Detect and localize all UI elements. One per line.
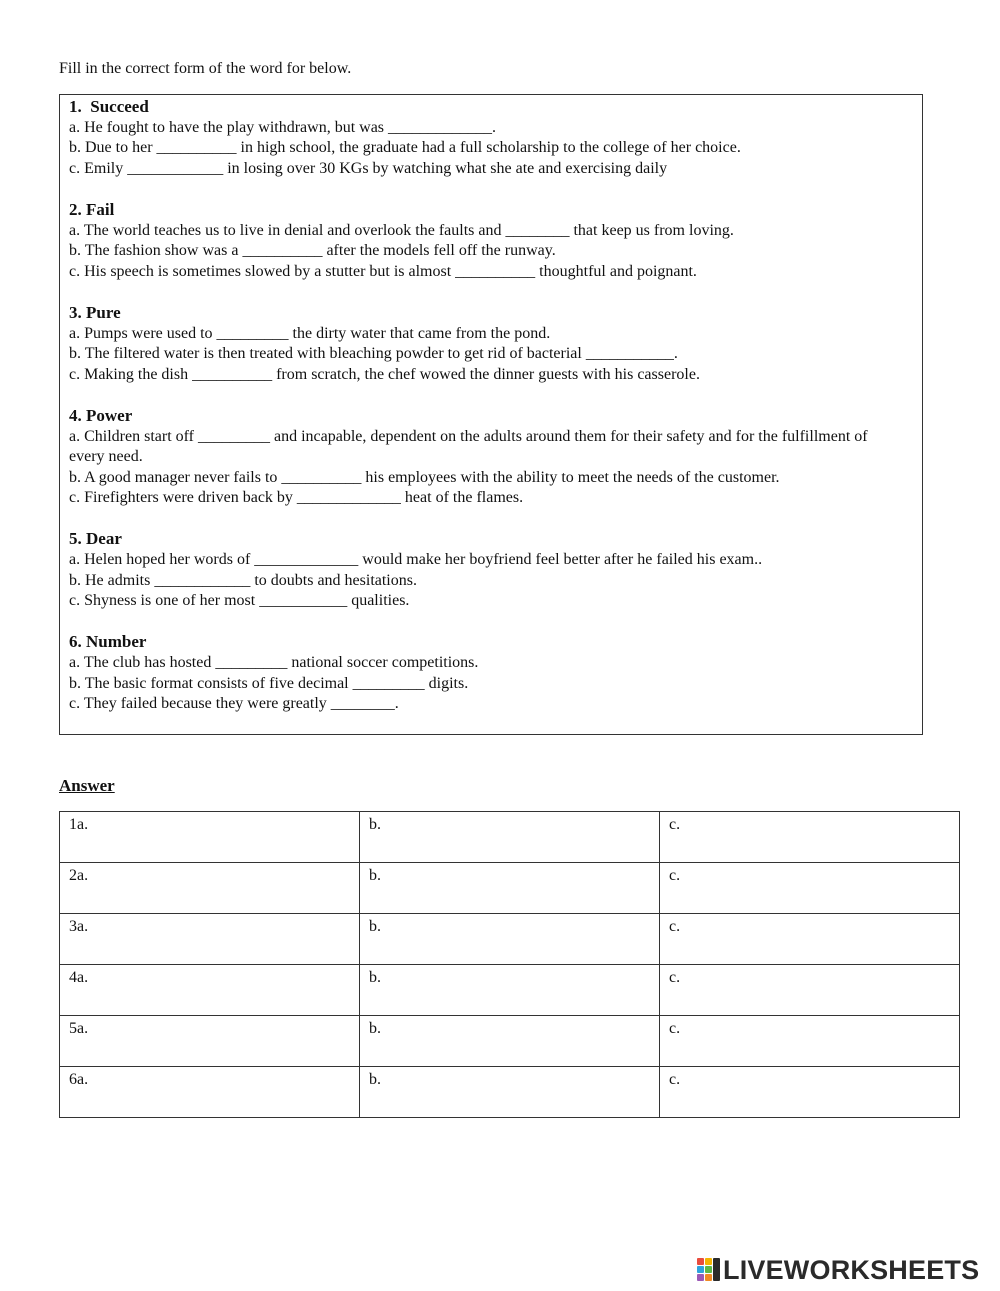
question-line: b. He admits ____________ to doubts and hesitations. xyxy=(69,571,417,589)
answer-cell[interactable]: b. xyxy=(360,1067,660,1118)
answer-cell[interactable]: b. xyxy=(360,812,660,863)
section-title: 1. Succeed xyxy=(69,97,149,116)
question-line: a. He fought to have the play withdrawn, but was _____________. xyxy=(69,118,497,136)
instruction-text: Fill in the correct form of the word for below. xyxy=(59,60,352,77)
question-line: b. The filtered water is then treated with bleaching powder to get rid of bacterial ___________. xyxy=(69,345,678,363)
question-line: c. His speech is sometimes slowed by a stutter but is almost __________ thoughtful and poignant. xyxy=(69,262,697,280)
table-row xyxy=(60,1067,960,1118)
answer-heading: Answer xyxy=(59,776,115,795)
question-line: c. They failed because they were greatly ________. xyxy=(69,695,399,713)
answer-table xyxy=(59,811,960,1118)
answer-cell[interactable]: c. xyxy=(660,1067,960,1118)
table-row xyxy=(60,812,960,863)
section-title: 5. Dear xyxy=(69,529,122,549)
table-row xyxy=(60,965,960,1016)
answer-cell[interactable]: c. xyxy=(660,863,960,914)
question-line: b. A good manager never fails to __________ his employees with the ability to meet the needs of the customer. xyxy=(69,468,780,486)
question-line: a. Pumps were used to _________ the dirty water that came from the pond. xyxy=(69,324,551,342)
question-line: c. Emily ____________ in losing over 30 KGs by watching what she ate and exercising daily xyxy=(69,159,668,177)
answer-cell[interactable]: c. xyxy=(660,812,960,863)
table-row xyxy=(60,1016,960,1067)
question-section-fail xyxy=(69,200,922,282)
question-section-succeed xyxy=(69,97,922,179)
answer-cell[interactable]: 3a. xyxy=(60,914,360,965)
section-title: 2. Fail xyxy=(69,199,115,219)
question-line: c. Making the dish __________ from scratch, the chef wowed the dinner guests with his casserole. xyxy=(69,365,700,383)
section-title: 6. Number xyxy=(69,632,147,652)
answer-cell[interactable]: b. xyxy=(360,863,660,914)
questions-box xyxy=(59,94,923,735)
answer-cell[interactable]: c. xyxy=(660,965,960,1016)
brand-logo xyxy=(697,1254,979,1286)
answer-cell[interactable]: b. xyxy=(360,965,660,1016)
question-line: a. Helen hoped her words of _____________ would make her boyfriend feel better after he failed his exam.. xyxy=(69,551,763,569)
question-line: b. Due to her __________ in high school, the graduate had a full scholarship to the college of her choice. xyxy=(69,139,741,157)
brand-name: LIVEWORKSHEETS xyxy=(723,1255,980,1285)
answer-cell[interactable]: c. xyxy=(660,914,960,965)
answer-cell[interactable]: c. xyxy=(660,1016,960,1067)
liveworksheets-logo-icon xyxy=(697,1258,721,1282)
answer-cell[interactable]: 1a. xyxy=(60,812,360,863)
question-section-number xyxy=(69,632,922,714)
question-line: a. Children start off _________ and incapable, dependent on the adults around them for their safety and for the fulfillment of every need. xyxy=(69,427,872,466)
answer-cell[interactable]: b. xyxy=(360,1016,660,1067)
table-row xyxy=(60,914,960,965)
question-line: a. The world teaches us to live in denial and overlook the faults and ________ that keep us from loving. xyxy=(69,221,734,239)
question-line: b. The fashion show was a __________ after the models fell off the runway. xyxy=(69,242,556,260)
question-line: a. The club has hosted _________ national soccer competitions. xyxy=(69,654,479,672)
answer-cell[interactable]: 6a. xyxy=(60,1067,360,1118)
question-section-power xyxy=(69,406,922,509)
question-line: c. Firefighters were driven back by _____________ heat of the flames. xyxy=(69,489,524,507)
answer-cell[interactable]: 5a. xyxy=(60,1016,360,1067)
answer-cell[interactable]: 2a. xyxy=(60,863,360,914)
table-row xyxy=(60,863,960,914)
question-section-dear xyxy=(69,529,922,611)
question-line: b. The basic format consists of five decimal _________ digits. xyxy=(69,674,469,692)
question-section-pure xyxy=(69,303,922,385)
question-line: c. Shyness is one of her most ___________ qualities. xyxy=(69,592,410,610)
section-title: 4. Power xyxy=(69,405,133,425)
answer-cell[interactable]: 4a. xyxy=(60,965,360,1016)
section-title: 3. Pure xyxy=(69,302,121,322)
answer-cell[interactable]: b. xyxy=(360,914,660,965)
